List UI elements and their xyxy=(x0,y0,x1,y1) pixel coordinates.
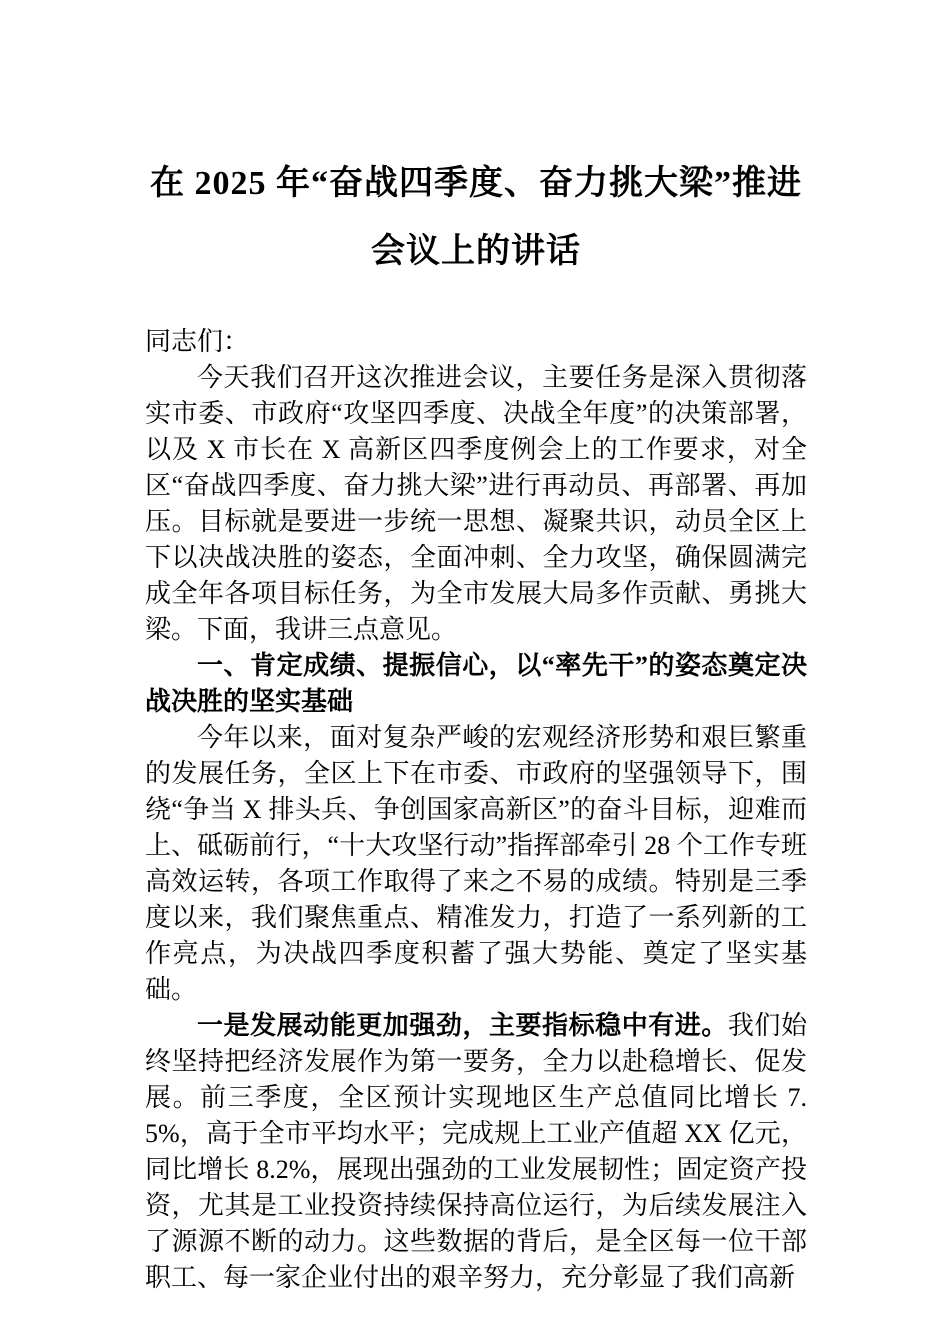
paragraph-achievements: 今年以来，面对复杂严峻的宏观经济形势和艰巨繁重的发展任务，全区上下在市委、市政府的坚强领导下，围绕“争当 X 排头兵、争创国家高新区”的奋斗目标，迎难而上、砥砺前行，“十大攻坚行动”指挥部牵引 28 个工作专班高效运转，各项工作取得了来之不易的成绩。特别是三季度以来，我们聚焦重点、精准发力，打造了一系列新的工作亮点，为决战四季度积蓄了强大势能、奠定了坚实基础。 xyxy=(145,723,807,1004)
salutation: 同志们： xyxy=(145,327,250,356)
document-title xyxy=(145,150,807,286)
section-heading-1: 一、肯定成绩、提振信心，以“率先干”的姿态奠定决战决胜的坚实基础 xyxy=(145,651,807,716)
document-title-line-2: 会议上的讲话 xyxy=(371,233,581,270)
paragraph-point-1 xyxy=(145,1008,807,1296)
paragraph-intro: 今天我们召开这次推进会议，主要任务是深入贯彻落实市委、市政府“攻坚四季度、决战全年度”的决策部署，以及 X 市长在 X 高新区四季度例会上的工作要求，对全区“奋战四季度、奋力挑大梁”进行再动员、再部署、再加压。目标就是要进一步统一思想、凝聚共识，动员全区上下以决战决胜的姿态，全面冲刺、全力攻坚，确保圆满完成全年各项目标任务，为全市发展大局多作贡献、勇挑大梁。下面，我讲三点意见。 xyxy=(145,363,807,644)
paragraph-point-1-lead: 一是发展动能更加强劲，主要指标稳中有进。 xyxy=(197,1011,728,1040)
paragraph-point-1-body: 我们始终坚持把经济发展作为第一要务，全力以赴稳增长、促发展。前三季度，全区预计实现地区生产总值同比增长 7.5%，高于全市平均水平；完成规上工业产值超 XX 亿元，同比增长 8.2%，展现出强劲的工业发展韧性；固定资产投资，尤其是工业投资持续保持高位运行，为后续发展注入了源源不断的动力。这些数据的背后，是全区每一位干部职工、每一家企业付出的艰辛努力，充分彰显了我们高新 xyxy=(145,1011,807,1292)
document-title-line-1: 在 2025 年“奋战四季度、奋力挑大梁”推进 xyxy=(150,165,802,202)
